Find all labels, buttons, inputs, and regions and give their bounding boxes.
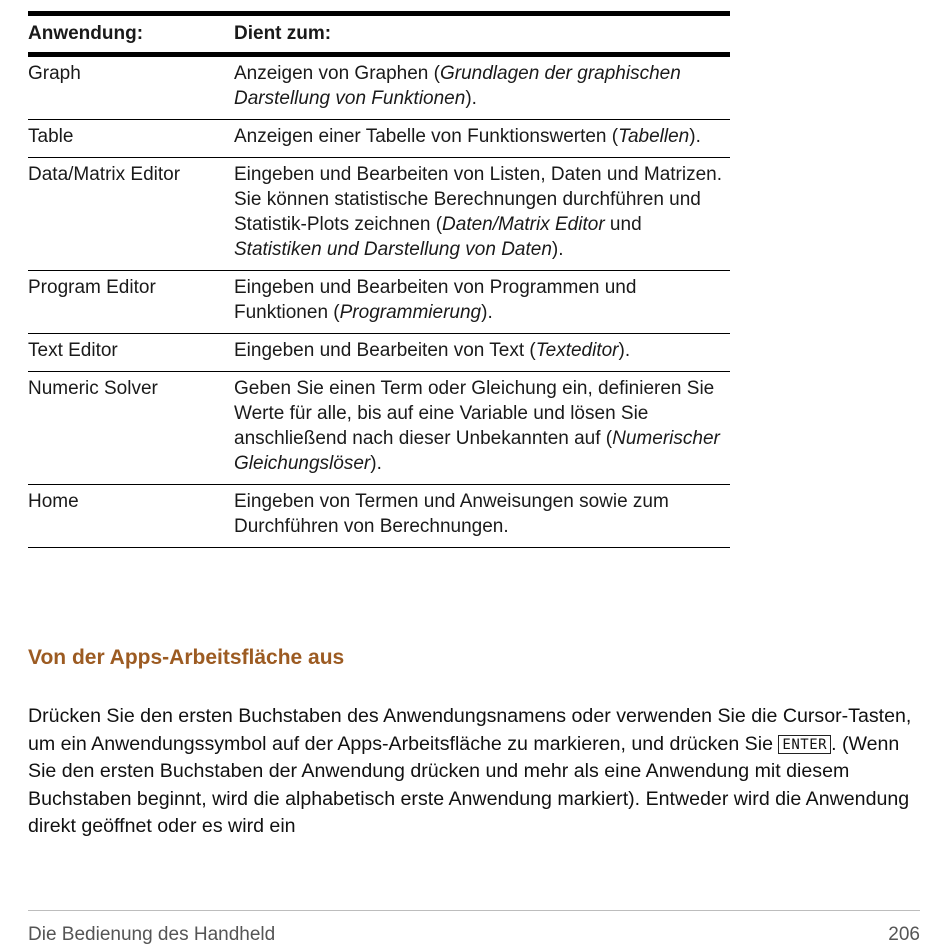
purpose-text: Eingeben von Termen und Anweisungen sowie zum Durchführen von Berechnungen. xyxy=(234,491,669,537)
reference-link-text: Grundlagen der graphischen Darstellung von Funktionen xyxy=(234,63,681,109)
footer-chapter-title: Die Bedienung des Handheld xyxy=(28,924,276,945)
purpose-text: ). xyxy=(465,88,477,109)
application-purpose xyxy=(234,120,730,158)
reference-link-text: Numerischer Gleichungslöser xyxy=(234,428,720,474)
page-number: 206 xyxy=(888,924,920,945)
purpose-text: ). xyxy=(551,239,564,260)
application-purpose xyxy=(234,485,730,548)
purpose-text: Anzeigen von Graphen ( xyxy=(234,63,440,84)
application-purpose xyxy=(234,158,730,271)
footer-divider xyxy=(28,910,920,911)
application-purpose xyxy=(234,334,730,372)
application-name: Graph xyxy=(28,55,234,120)
header-application: Anwendung: xyxy=(28,14,234,55)
purpose-text: Geben Sie einen Term oder Gleichung ein, definieren Sie Werte für alle, bis auf eine Variable und lösen Sie anschließend nach dieser Unbekannten auf ( xyxy=(234,378,715,449)
paragraph-text-2: . (Wenn Sie den ersten Buchstaben der Anwendung drücken und mehr als eine Anwendung mit diesem Buchstaben beginnt, wird die alphabetisch erste Anwendung markiert). Entweder wird die Anwendung direkt geöffnet oder es wird ein xyxy=(28,732,910,837)
purpose-text: Eingeben und Bearbeiten von Text ( xyxy=(234,340,536,361)
table-row xyxy=(28,120,730,158)
application-name: Program Editor xyxy=(28,271,234,334)
application-name: Text Editor xyxy=(28,334,234,372)
reference-link-text: Programmierung xyxy=(339,302,482,323)
application-name: Table xyxy=(28,120,234,158)
applications-table xyxy=(28,11,730,548)
table-row xyxy=(28,372,730,485)
table-body xyxy=(28,55,730,548)
application-name: Home xyxy=(28,485,234,548)
header-purpose: Dient zum: xyxy=(234,14,730,55)
application-purpose xyxy=(234,372,730,485)
paragraph-text-1: Drücken Sie den ersten Buchstaben des Anwendungsnamens oder verwenden Sie die Cursor-Tasten, um ein Anwendungssymbol auf der Apps-Arbeitsfläche zu markieren, und drücken Sie xyxy=(28,705,912,755)
reference-link-text: Texteditor xyxy=(535,340,619,361)
purpose-text: ). xyxy=(481,302,493,323)
application-purpose xyxy=(234,271,730,334)
purpose-text: Eingeben und Bearbeiten von Programmen und Funktionen ( xyxy=(234,277,637,323)
purpose-text: ). xyxy=(689,126,701,147)
reference-link-text: Tabellen xyxy=(618,126,690,147)
reference-link-text: Statistiken und Darstellung von Daten xyxy=(234,239,552,260)
table-header-row xyxy=(28,14,730,55)
purpose-text: und xyxy=(604,214,642,235)
application-name: Data/Matrix Editor xyxy=(28,158,234,271)
purpose-text: ). xyxy=(618,340,631,361)
purpose-text: Anzeigen einer Tabelle von Funktionswerten ( xyxy=(234,126,619,147)
reference-link-text: Daten/Matrix Editor xyxy=(442,214,605,235)
table-row xyxy=(28,271,730,334)
table-row xyxy=(28,158,730,271)
enter-key-icon: ENTER xyxy=(778,735,831,754)
table-row xyxy=(28,334,730,372)
purpose-text: ). xyxy=(370,453,382,474)
purpose-text: Eingeben und Bearbeiten von Listen, Daten und Matrizen. Sie können statistische Berechnungen durchführen und Statistik-Plots zeichnen ( xyxy=(234,164,722,235)
table-row xyxy=(28,485,730,548)
application-purpose xyxy=(234,55,730,120)
body-paragraph xyxy=(28,703,928,841)
application-name: Numeric Solver xyxy=(28,372,234,485)
table-row xyxy=(28,55,730,120)
section-heading: Von der Apps-Arbeitsfläche aus xyxy=(28,646,345,669)
